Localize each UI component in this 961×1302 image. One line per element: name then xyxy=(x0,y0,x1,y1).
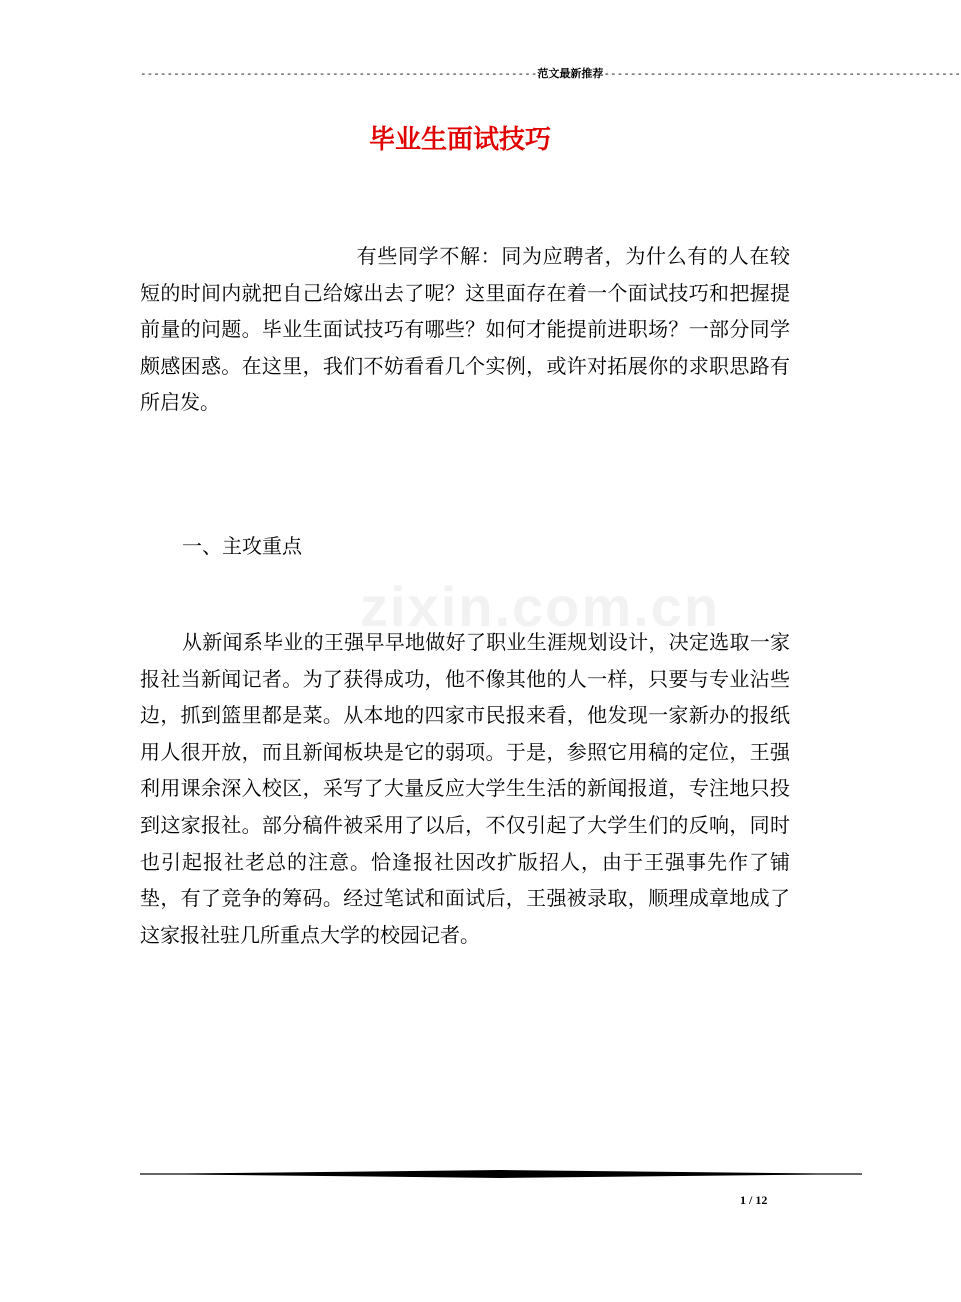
header-left-dashes: ------------------------------------------------------------ xyxy=(140,67,538,80)
document-title: 毕业生面试技巧 xyxy=(368,125,551,155)
section-heading: 一、主攻重点 xyxy=(182,534,302,558)
intro-text: 有些同学不解：同为应聘者，为什么有的人在较短的时间内就把自己给嫁出去了呢？这里面存在着一个面试技巧和把握提前量的问题。毕业生面试技巧有哪些？如何才能提前进职场？一部分同学颇感困惑。在这里，我们不妨看看几个实例，或许对拓展你的求职思路有所启发。 xyxy=(140,244,790,414)
header-label: 范文最新推荐 xyxy=(537,67,604,80)
page-header xyxy=(140,66,961,82)
intro-paragraph xyxy=(140,238,790,421)
page-number: 1 / 12 xyxy=(740,1193,768,1207)
header-right-dashes: ------------------------------------------------------ xyxy=(603,67,961,80)
watermark-logo: zixin.com.cn xyxy=(360,575,721,638)
footer-rule xyxy=(140,1170,862,1178)
story-paragraph: 从新闻系毕业的王强早早地做好了职业生涯规划设计，决定选取一家报社当新闻记者。为了获得成功，他不像其他的人一样，只要与专业沾些边，抓到篮里都是菜。从本地的四家市民报来看，他发现一家新办的报纸用人很开放，而且新闻板块是它的弱项。于是，参照它用稿的定位，王强利用课余深入校区，采写了大量反应大学生生活的新闻报道，专注地只投到这家报社。部分稿件被采用了以后，不仅引起了大学生们的反响，同时也引起报社老总的注意。恰逢报社因改扩版招人，由于王强事先作了铺垫，有了竞争的筹码。经过笔试和面试后，王强被录取，顺理成章地成了这家报社驻几所重点大学的校园记者。 xyxy=(140,630,790,947)
